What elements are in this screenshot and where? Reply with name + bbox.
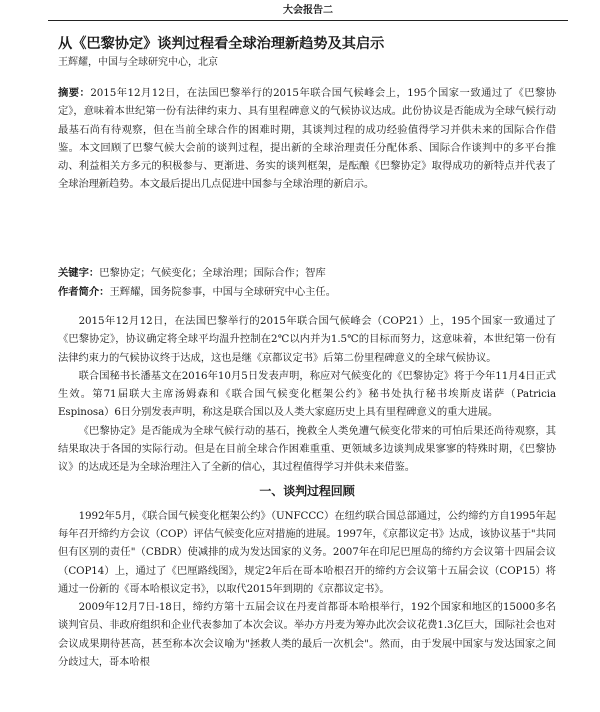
abstract-text: 2015年12月12日，在法国巴黎举行的2015年联合国气候峰会上，195个国家一致通过了《巴黎协定》，意味着本世纪第一份有法律约束力、具有里程碑意义的气候协议达成。此份协议是否能成为全球气候行动最基石尚有待观察，但在当前全球合作的困难时期，其谈判过程的成功经验值得学习并供未来的国际合作借鉴。本文回顾了巴黎气候大会前的谈判过程，提出新的全球治理责任分配体系、国际合作谈判中的多平台推动、利益相关方多元的积极参与、更渐进、务实的谈判框架，是酝酿《巴黎协定》取得成功的新特点并代表了全球治理新趋势。本文最后提出几点促进中国参与全球治理的新启示。: [58, 87, 556, 191]
author-byline: 王辉耀，中国与全球研究中心，北京: [58, 57, 218, 68]
abstract: [58, 84, 556, 194]
keywords-label: 关键字：: [58, 267, 100, 279]
keywords-line: [58, 265, 326, 281]
author-bio-text: 王辉耀，国务院参事，中国与全球研究中心主任。: [109, 286, 337, 298]
paragraph: 联合国秘书长潘基文在2016年10月5日发表声明，称应对气候变化的《巴黎协定》将于今年11月4日正式生效。第71届联大主席汤姆森和《联合国气候变化框架公约》秘书处执行秘书埃斯皮诺萨（Patricia Espinosa）6日分别发表声明，称这是联合国以及人类大家庭历史上具有里程碑意义的重大进展。: [58, 369, 556, 419]
abstract-label: 摘要：: [58, 87, 91, 99]
article-title: 从《巴黎协定》谈判过程看全球治理新趋势及其启示: [58, 36, 385, 52]
body-text: [58, 312, 556, 671]
running-header: 大会报告二: [48, 4, 568, 21]
keywords-text: 巴黎协定；气候变化；全球治理；国际合作；智库: [99, 267, 326, 279]
paragraph: 1992年5月，《联合国气候变化框架公约》（UNFCCC）在纽约联合国总部通过，公约缔约方自1995年起每年召开缔约方会议（COP）评估气候变化应对措施的进展。1997年，《京都议定书》达成，该协议基于"共同但有区别的责任"（CBDR）使减排的成为发达国家的义务。2007年在印尼巴厘岛的缔约方会议第十四届会议（COP14）上，通过了《巴厘路线图》，规定2年后在哥本哈根召开的缔约方会议第十五届会议（COP15）将通过一份新的《哥本哈根议定书》，以取代2015年到期的《京都议定书》。: [58, 509, 556, 595]
paragraph: 2009年12月7日-18日，缔约方第十五届会议在丹麦首都哥本哈根举行，192个国家和地区的15000多名谈判官员、非政府组织和企业代表参加了本次会议。举办方丹麦为筹办此次会议花费1.3亿巨大，国际社会也对会议成果期待甚高，甚至称本次会议喻为"拯救人类的最后一次机会"。然而，由于发展中国家与发达国家之间分歧过大，哥本哈根: [58, 601, 556, 669]
paragraph: 2015年12月12日，在法国巴黎举行的2015年联合国气候峰会（COP21）上，195个国家一致通过了《巴黎协定》，协议确定将全球平均温升控制在2℃以内并为1.5℃的目标而努力，这意味着，本世纪第一份有法律约束力的气候协议终于达成，这也是继《京都议定书》后第二份里程碑意义的全球气候协议。: [58, 315, 556, 364]
author-bio-label: 作者简介：: [58, 286, 110, 298]
section-heading: 一、谈判过程回顾: [259, 483, 355, 498]
author-bio-line: [58, 284, 336, 300]
paragraph: 《巴黎协定》是否能成为全球气候行动的基石，挽救全人类免遭气候变化带来的可怕后果还尚待观察，其结果取决于各国的实际行动。但是在目前全球合作困难重重、更领域多边谈判成果寥寥的特殊时期，《巴黎协议》的达成还是为全球治理注入了全新的信心，其过程值得学习并供未来借鉴。: [58, 424, 556, 474]
